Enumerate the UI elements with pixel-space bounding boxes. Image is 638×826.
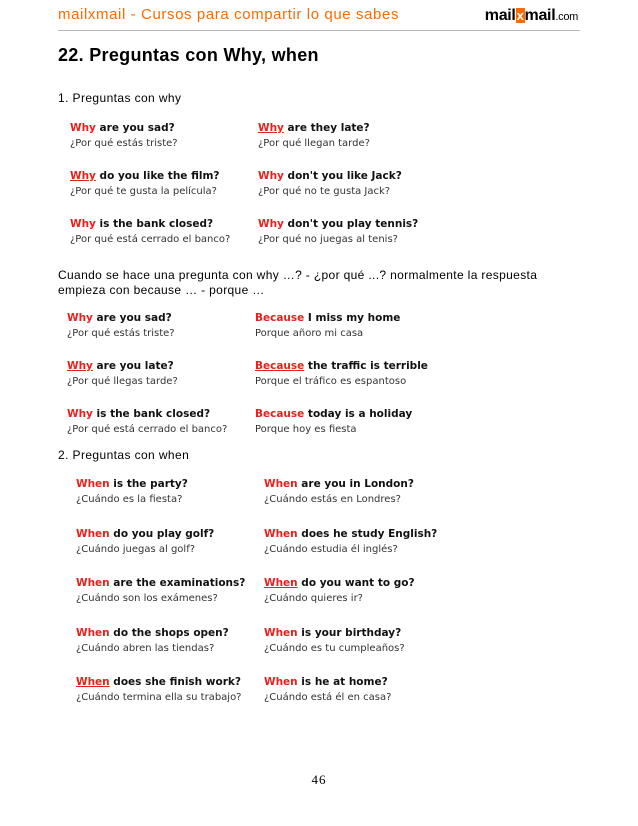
phrase-pair (264, 527, 449, 558)
phrase-rest: do you want to go? (297, 577, 415, 589)
phrase-rest: are they late? (283, 122, 370, 134)
phrase-rest: do the shops open? (109, 626, 229, 639)
phrase-rest: are you sad? (95, 122, 175, 134)
phrase-rest: is the bank closed? (95, 218, 214, 230)
keyword: Why (70, 170, 96, 182)
phrase-pair (76, 477, 261, 508)
english-phrase (264, 576, 449, 591)
english-phrase (264, 626, 449, 641)
spanish-translation: ¿Por qué está cerrado el banco? (67, 424, 228, 435)
page-number: 46 (311, 772, 327, 787)
spanish-translation: ¿Cuándo termina ella su trabajo? (76, 692, 242, 703)
keyword: Why (258, 170, 284, 182)
phrase-rest: is the party? (109, 478, 188, 490)
keyword: Why (258, 218, 284, 230)
spanish-translation: ¿Por qué estás triste? (70, 138, 178, 149)
keyword: When (264, 577, 298, 589)
spanish-translation: ¿Cuándo es la fiesta? (76, 494, 183, 505)
keyword: Why (258, 122, 284, 134)
english-phrase (264, 477, 449, 492)
phrase-rest: the traffic is terrible (304, 360, 428, 372)
phrase-pair (70, 121, 255, 152)
phrase-rest: are you late? (92, 360, 174, 372)
english-phrase (255, 359, 440, 374)
english-phrase (76, 477, 261, 492)
phrase-rest: is the bank closed? (92, 408, 211, 420)
phrase-pair (264, 576, 449, 607)
english-phrase (76, 527, 261, 542)
keyword: Why (67, 312, 93, 324)
phrase-rest: don't you play tennis? (283, 218, 419, 230)
phrase-pair (264, 675, 449, 706)
spanish-translation: ¿Cuándo juegas al golf? (76, 543, 196, 555)
section-heading-why: 1. Preguntas con why (58, 91, 182, 105)
phrase-pair (255, 311, 440, 342)
phrase-pair (67, 311, 252, 342)
keyword: When (264, 527, 298, 540)
phrase-rest: today is a holiday (304, 408, 413, 420)
phrase-rest: does he study English? (297, 527, 438, 540)
phrase-rest: don't you like Jack? (283, 170, 402, 182)
phrase-pair (76, 626, 261, 657)
spanish-translation: ¿Por qué llegan tarde? (258, 138, 370, 149)
keyword: Because (255, 360, 305, 372)
phrase-rest: do you like the film? (95, 170, 220, 182)
spanish-translation: ¿Por qué no juegas al tenis? (258, 234, 398, 245)
site-title: mailxmail - Cursos para compartir lo que sabes (58, 6, 400, 23)
phrase-pair (255, 407, 440, 438)
spanish-translation: ¿Cuándo está él en casa? (264, 692, 392, 703)
keyword: When (76, 676, 110, 688)
phrase-rest: is he at home? (297, 676, 388, 688)
spanish-translation: ¿Cuándo abren las tiendas? (76, 642, 215, 654)
phrase-pair (264, 477, 449, 508)
english-phrase (67, 311, 252, 326)
phrase-rest: does she finish work? (109, 676, 241, 688)
english-phrase (70, 217, 255, 232)
keyword: When (76, 478, 110, 490)
english-phrase (264, 527, 449, 542)
phrase-rest: I miss my home (304, 312, 401, 324)
keyword: When (264, 676, 298, 688)
english-phrase (67, 407, 252, 422)
spanish-translation: ¿Cuándo estudia él inglés? (264, 543, 398, 555)
because-explanation: Cuando se hace una pregunta con why …? - ¿por qué ...? normalmente la respuesta empieza con because … - porque … (58, 268, 538, 297)
spanish-translation: ¿Cuándo son los exámenes? (76, 593, 218, 604)
mailxmail-logo: mailxmail.com (484, 7, 578, 24)
keyword: Why (70, 218, 96, 230)
keyword: Why (67, 360, 93, 372)
english-phrase (76, 675, 261, 690)
phrase-pair (67, 407, 252, 438)
english-phrase (258, 217, 443, 232)
keyword: When (264, 626, 298, 639)
keyword: Because (255, 408, 305, 420)
english-phrase (70, 169, 255, 184)
phrase-pair (258, 121, 443, 152)
phrase-rest: are the examinations? (109, 577, 246, 589)
page-header (58, 5, 580, 31)
keyword: When (76, 527, 110, 540)
english-phrase (258, 169, 443, 184)
phrase-rest: is your birthday? (297, 626, 402, 639)
phrase-pair (258, 217, 443, 248)
english-phrase (67, 359, 252, 374)
spanish-translation: ¿Por qué está cerrado el banco? (70, 234, 231, 245)
english-phrase (255, 311, 440, 326)
phrase-rest: do you play golf? (109, 527, 215, 540)
phrase-pair (255, 359, 440, 390)
keyword: Because (255, 312, 305, 324)
phrase-pair (70, 217, 255, 248)
phrase-rest: are you sad? (92, 312, 172, 324)
english-phrase (76, 576, 261, 591)
phrase-pair (70, 169, 255, 200)
keyword: Why (70, 122, 96, 134)
spanish-translation: ¿Por qué llegas tarde? (67, 376, 178, 387)
keyword: Why (67, 408, 93, 420)
phrase-pair (67, 359, 252, 390)
spanish-translation: Porque el tráfico es espantoso (255, 376, 407, 387)
page-title: 22. Preguntas con Why, when (58, 45, 319, 65)
spanish-translation: ¿Por qué estás triste? (67, 328, 175, 339)
phrase-pair (264, 626, 449, 657)
spanish-translation: ¿Por qué te gusta la película? (70, 186, 217, 197)
keyword: When (264, 478, 298, 490)
english-phrase (255, 407, 440, 422)
section-heading-when: 2. Preguntas con when (58, 448, 190, 462)
phrase-pair (76, 576, 261, 607)
english-phrase (76, 626, 261, 641)
spanish-translation: ¿Cuándo quieres ir? (264, 593, 363, 604)
spanish-translation: ¿Cuándo es tu cumpleaños? (264, 642, 405, 654)
phrase-pair (76, 527, 261, 558)
spanish-translation: ¿Cuándo estás en Londres? (264, 494, 401, 505)
keyword: When (76, 577, 110, 589)
english-phrase (258, 121, 443, 136)
phrase-rest: are you in London? (297, 478, 414, 490)
phrase-pair (258, 169, 443, 200)
english-phrase (70, 121, 255, 136)
english-phrase (264, 675, 449, 690)
spanish-translation: ¿Por qué no te gusta Jack? (258, 186, 391, 197)
spanish-translation: Porque hoy es fiesta (255, 424, 357, 435)
spanish-translation: Porque añoro mi casa (255, 328, 364, 339)
keyword: When (76, 626, 110, 639)
phrase-pair (76, 675, 261, 706)
